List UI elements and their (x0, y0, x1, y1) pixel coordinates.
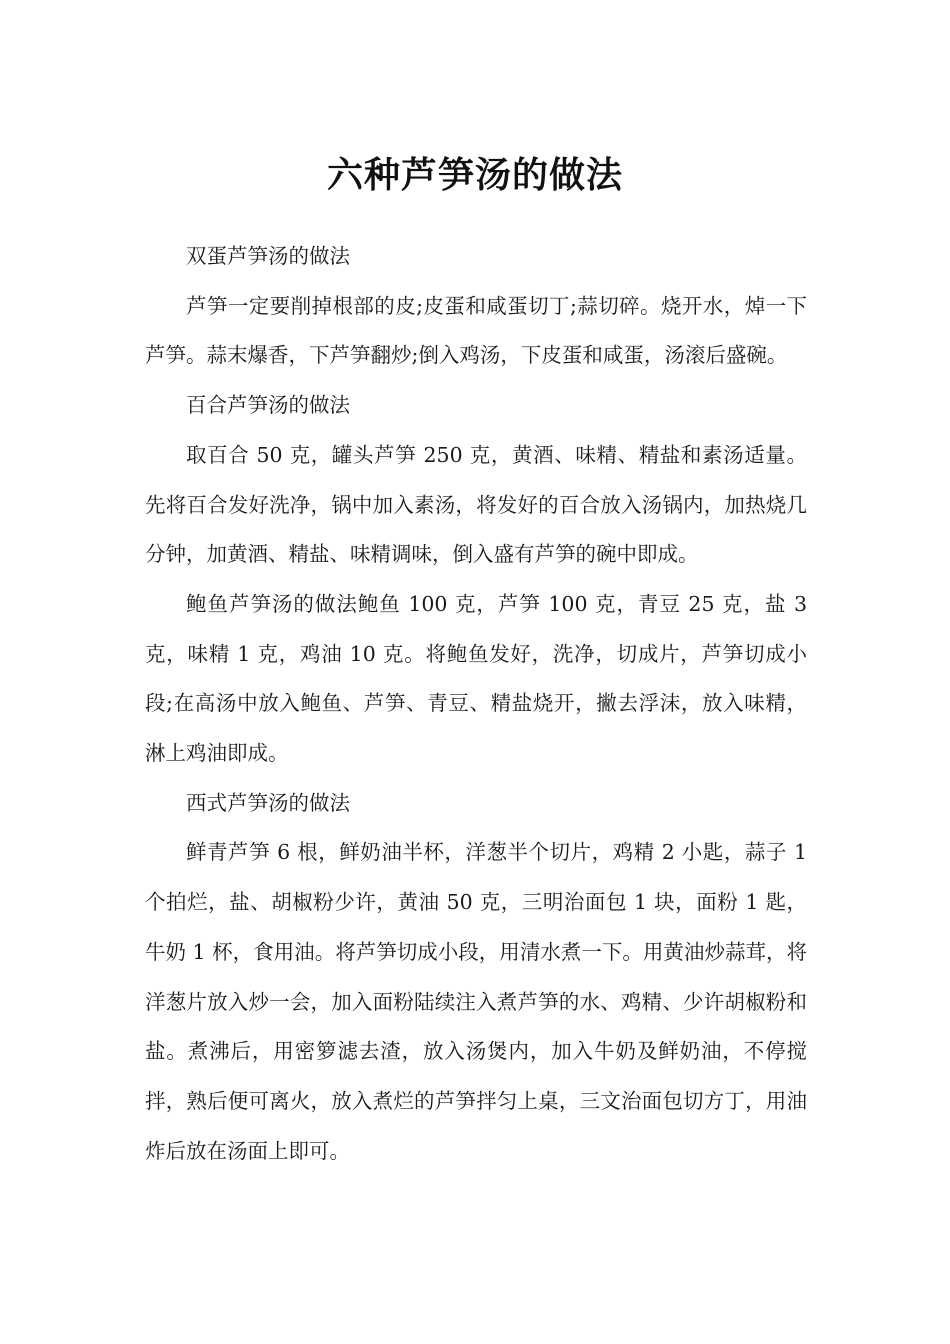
paragraph-lily-recipe: 取百合 50 克，罐头芦笋 250 克，黄酒、味精、精盐和素汤适量。先将百合发好洗净，锅中加入素汤，将发好的百合放入汤锅内，加热烧几分钟，加黄酒、精盐、味精调味，倒入盛有芦笋的碗中即成。 (145, 442, 807, 567)
page-title: 六种芦笋汤的做法 (326, 155, 623, 197)
section-heading-lily: 百合芦笋汤的做法 (186, 393, 350, 418)
paragraph-western-recipe: 鲜青芦笋 6 根，鲜奶油半杯，洋葱半个切片，鸡精 2 小匙，蒜子 1 个拍烂，盐、胡椒粉少许，黄油 50 克，三明治面包 1 块，面粉 1 匙，牛奶 1 杯，食用油。将芦笋切成小段，用清水煮一下。用黄油炒蒜茸，将洋葱片放入炒一会，加入面粉陆续注入煮芦笋的水、鸡精、少许胡椒粉和盐。煮沸后，用密箩滤去渣，放入汤煲内，加入牛奶及鲜奶油，不停搅拌，熟后便可离火，放入煮烂的芦笋拌匀上桌，三文治面包切方丁，用油炸后放在汤面上即可。 (145, 840, 807, 1163)
document-body (145, 232, 807, 1176)
paragraph-double-egg-recipe: 芦笋一定要削掉根部的皮;皮蛋和咸蛋切丁;蒜切碎。烧开水，焯一下芦笋。蒜末爆香，下芦笋翻炒;倒入鸡汤，下皮蛋和咸蛋，汤滚后盛碗。 (145, 293, 807, 368)
paragraph-abalone-recipe: 鲍鱼芦笋汤的做法鲍鱼 100 克，芦笋 100 克，青豆 25 克，盐 3 克，味精 1 克，鸡油 10 克。将鲍鱼发好，洗净，切成片，芦笋切成小段;在高汤中放入鲍鱼、芦笋、青豆、精盐烧开，撇去浮沫，放入味精，淋上鸡油即成。 (145, 591, 807, 766)
section-heading-western: 西式芦笋汤的做法 (186, 790, 350, 815)
section-heading-double-egg: 双蛋芦笋汤的做法 (186, 244, 350, 268)
